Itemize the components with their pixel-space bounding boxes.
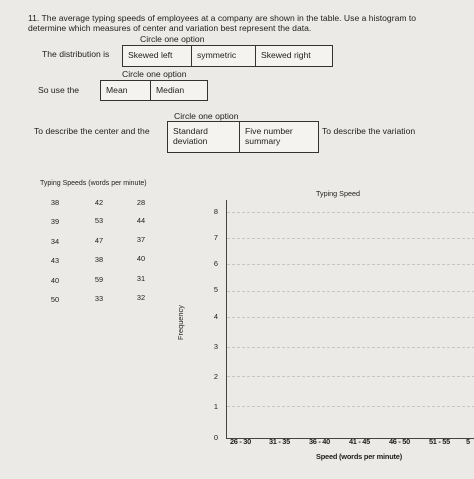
- x-bin-41-45: 41 - 45: [349, 437, 370, 446]
- question-line-2: determine which measures of center and variation best represent the data.: [28, 23, 312, 33]
- table-cell: 53: [94, 216, 104, 225]
- table-cell: 42: [94, 198, 104, 207]
- table-cell: 40: [136, 254, 146, 263]
- describe-prompt-left: To describe the center and the: [34, 126, 150, 136]
- y-tick-5: 5: [213, 285, 218, 294]
- y-axis-label: Frequency: [176, 305, 185, 340]
- table-cell: 38: [50, 198, 60, 207]
- y-tick-8: 8: [213, 207, 218, 216]
- typing-speed-table: [40, 196, 170, 316]
- table-title: Typing Speeds (words per minute): [40, 180, 147, 187]
- option-median[interactable]: Median: [156, 85, 185, 95]
- center-prompt: So use the: [38, 85, 80, 95]
- table-cell: 31: [136, 274, 146, 283]
- describe-options: [167, 121, 319, 153]
- x-bin-partial: 5: [466, 437, 470, 446]
- center-options: [100, 80, 208, 101]
- table-cell: 50: [50, 295, 60, 304]
- x-bin-51-55: 51 - 55: [429, 437, 450, 446]
- option-skewed-left[interactable]: Skewed left: [123, 46, 192, 66]
- option-five-number-summary[interactable]: Five number summary: [245, 126, 293, 146]
- y-tick-0: 0: [213, 433, 218, 442]
- table-cell: 59: [94, 275, 104, 284]
- table-cell: 34: [50, 237, 60, 246]
- option-symmetric[interactable]: symmetric: [192, 46, 256, 66]
- center-circle-label: Circle one option: [122, 69, 187, 79]
- table-cell: 28: [136, 198, 146, 207]
- table-cell: 33: [94, 294, 104, 303]
- table-cell: 32: [136, 293, 146, 302]
- table-cell: 44: [136, 216, 146, 225]
- table-cell: 38: [94, 255, 104, 264]
- distribution-options: [122, 45, 333, 67]
- x-bin-26-30: 26 - 30: [230, 437, 251, 446]
- x-bin-46-50: 46 - 50: [389, 437, 410, 446]
- x-bin-31-35: 31 - 35: [269, 437, 290, 446]
- y-tick-2: 2: [213, 372, 218, 381]
- y-tick-7: 7: [213, 233, 218, 242]
- table-cell: 39: [50, 217, 60, 226]
- distribution-circle-label: Circle one option: [140, 34, 205, 44]
- question-text: [28, 13, 468, 33]
- table-cell: 43: [50, 256, 60, 265]
- y-tick-1: 1: [213, 402, 218, 411]
- y-tick-3: 3: [213, 342, 218, 351]
- x-axis-label: Speed (words per minute): [316, 452, 402, 461]
- option-skewed-right[interactable]: Skewed right: [261, 50, 311, 60]
- histogram-title: Typing Speed: [316, 189, 360, 198]
- histogram-plot-area: [226, 200, 474, 439]
- describe-circle-label: Circle one option: [174, 111, 239, 121]
- option-mean[interactable]: Mean: [101, 81, 151, 100]
- x-bin-36-40: 36 - 40: [309, 437, 330, 446]
- distribution-prompt: The distribution is: [42, 49, 110, 59]
- y-tick-6: 6: [213, 259, 218, 268]
- question-line-1: 11. The average typing speeds of employees at a company are shown in the table. Use a histogram to: [28, 13, 417, 23]
- describe-prompt-right: To describe the variation: [322, 126, 416, 136]
- table-cell: 40: [50, 276, 60, 285]
- y-tick-4: 4: [213, 312, 218, 321]
- table-cell: 37: [136, 235, 146, 244]
- table-cell: 47: [94, 236, 104, 245]
- option-standard-deviation[interactable]: Standard deviation: [168, 122, 240, 152]
